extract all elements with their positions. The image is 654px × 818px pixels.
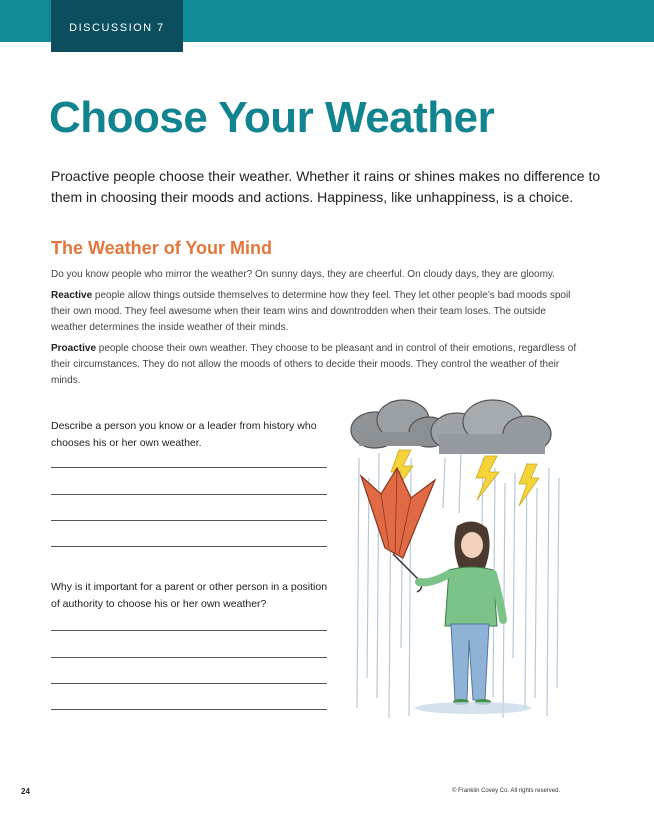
paragraph-reactive: [51, 288, 581, 336]
lightning-bolt-2: [476, 456, 499, 500]
answer-line-2d[interactable]: [51, 709, 327, 710]
girl-figure: [419, 521, 503, 705]
answer-line-1a[interactable]: [51, 467, 327, 468]
discussion-tab: DISCUSSION 7: [51, 0, 183, 52]
answer-line-2c[interactable]: [51, 683, 327, 684]
answer-line-2a[interactable]: [51, 630, 327, 631]
page-title: Choose Your Weather: [49, 93, 495, 142]
paragraph-mirror: Do you know people who mirror the weather? On sunny days, they are cheerful. On cloudy days, they are gloomy.: [51, 269, 555, 280]
section-heading: The Weather of Your Mind: [51, 238, 273, 258]
paragraph-proactive: [51, 341, 581, 389]
question-1: Describe a person you know or a leader from history who chooses his or her own weather.: [51, 420, 317, 449]
question-2: Why is it important for a parent or other person in a position of authority to choose his or her own weather?: [51, 581, 328, 610]
answer-line-1d[interactable]: [51, 546, 327, 547]
answer-line-2b[interactable]: [51, 657, 327, 658]
lightning-bolt-3: [519, 464, 539, 506]
puddle: [415, 702, 531, 714]
inverted-umbrella: [361, 468, 435, 592]
rain-girl-illustration: [345, 398, 570, 728]
intro-paragraph: Proactive people choose their weather. Whether it rains or shines makes no difference to them in choosing their moods and actions. Happiness, like unhappiness, is a choice.: [51, 168, 601, 205]
copyright: © Franklin Covey Co. All rights reserved.: [452, 788, 561, 794]
answer-line-1b[interactable]: [51, 494, 327, 495]
reactive-text: people allow things outside themselves to determine how they feel. They let other people’s bad moods spoil their own mood. They feel awesome when their team wins and downtrodden when their team loses. The outside weather determines the inside weather of their minds.: [51, 290, 571, 333]
proactive-text: people choose their own weather. They choose to be pleasant and in control of their emotions, regardless of their circumstances. They do not allow the moods of others to decide their moods. They control the weather of their minds.: [51, 343, 577, 386]
answer-line-1c[interactable]: [51, 520, 327, 521]
cloud-right: [431, 400, 551, 454]
page-number: 24: [21, 787, 30, 796]
reactive-term: Reactive: [51, 290, 93, 301]
proactive-term: Proactive: [51, 343, 97, 354]
